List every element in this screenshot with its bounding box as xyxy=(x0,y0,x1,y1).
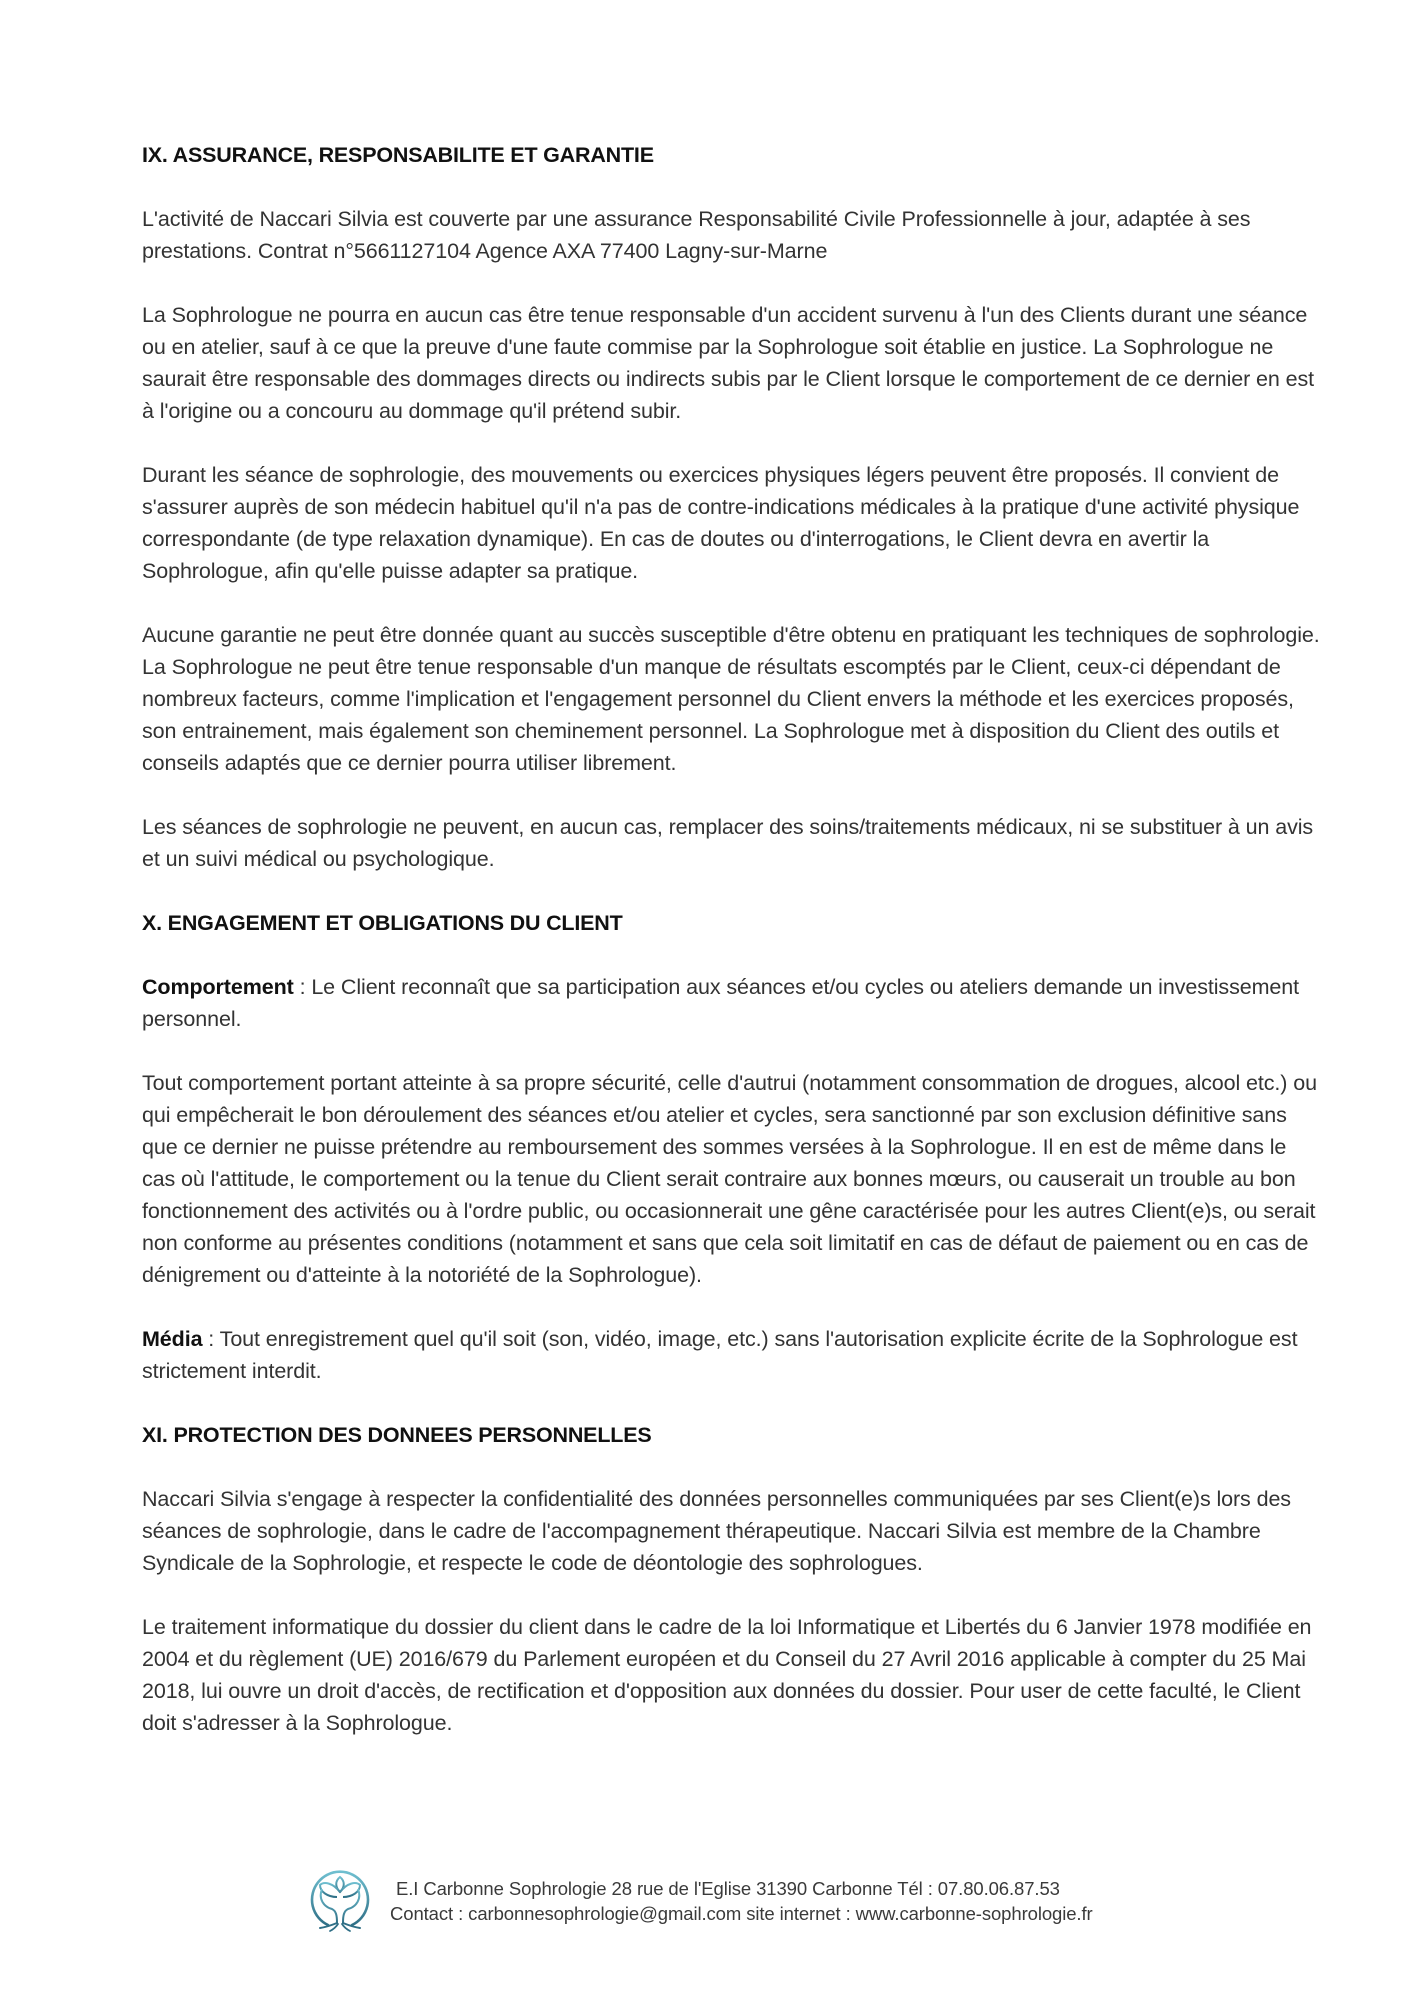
comportement-label: Comportement xyxy=(142,975,294,999)
page-footer xyxy=(308,1864,1093,1936)
section-title-assurance: IX. ASSURANCE, RESPONSABILITE ET GARANTIE xyxy=(142,143,654,167)
media-text: : Tout enregistrement quel qu'il soit (son, vidéo, image, etc.) sans l'autorisation explicite écrite de la Sophrologue est strictement interdit. xyxy=(142,1327,1298,1383)
paragraph-comportement xyxy=(142,971,1322,1035)
footer-contact-line: Contact : carbonnesophrologie@gmail.com site internet : www.carbonne-sophrologie.fr xyxy=(390,1903,1093,1924)
section-title-engagement: X. ENGAGEMENT ET OBLIGATIONS DU CLIENT xyxy=(142,911,623,935)
paragraph-confidentialite: Naccari Silvia s'engage à respecter la confidentialité des données personnelles communiquées par ses Client(e)s lors des séances de sophrologie, dans le cadre de l'accompagnement thérapeutique. Naccari Silvia est membre de la Chambre Syndicale de la Sophrologie, et respecte le code de déontologie des sophrologues. xyxy=(142,1487,1291,1575)
footer-contact-info xyxy=(390,1874,1093,1926)
paragraph-soins-medicaux: Les séances de sophrologie ne peuvent, en aucun cas, remplacer des soins/traitements médicaux, ni se substituer à un avis et un suivi médical ou psychologique. xyxy=(142,815,1314,871)
footer-address-line: E.I Carbonne Sophrologie 28 rue de l'Eglise 31390 Carbonne Tél : 07.80.06.87.53 xyxy=(396,1878,1060,1899)
paragraph-exclusion: Tout comportement portant atteinte à sa propre sécurité, celle d'autrui (notamment consommation de drogues, alcool etc.) ou qui empêcherait le bon déroulement des séances et/ou atelier et cycles, sera sanctionné par son exclusion définitive sans que ce dernier ne puisse prétendre au remboursement des sommes versées à la Sophrologue. Il en est de même dans le cas où l'attitude, le comportement ou la tenue du Client serait contraire aux bonnes mœurs, ou causerait un trouble au bon fonctionnement des activités ou à l'ordre public, ou occasionnerait une gêne caractérisée pour les autres Client(e)s, ou serait non conforme au présentes conditions (notamment et sans que cela soit limitatif en cas de défaut de paiement ou en cas de dénigrement ou d'atteinte à la notoriété de la Sophrologue). xyxy=(142,1071,1317,1287)
lotus-tree-logo-icon xyxy=(308,1865,372,1935)
section-title-donnees-personnelles: XI. PROTECTION DES DONNEES PERSONNELLES xyxy=(142,1423,652,1447)
document-page xyxy=(142,139,1322,1771)
paragraph-exercices-physiques: Durant les séance de sophrologie, des mouvements ou exercices physiques légers peuvent être proposés. Il convient de s'assurer auprès de son médecin habituel qu'il n'a pas de contre-indications médicales à la pratique d'une activité physique correspondante (de type relaxation dynamique). En cas de doutes ou d'interrogations, le Client devra en avertir la Sophrologue, afin qu'elle puisse adapter sa pratique. xyxy=(142,463,1300,583)
paragraph-assurance-contract: L'activité de Naccari Silvia est couverte par une assurance Responsabilité Civile Professionnelle à jour, adaptée à ses prestations. Contrat n°5661127104 Agence AXA 77400 Lagny-sur-Marne xyxy=(142,207,1251,263)
paragraph-responsabilite: La Sophrologue ne pourra en aucun cas être tenue responsable d'un accident survenu à l'un des Clients durant une séance ou en atelier, sauf à ce que la preuve d'une faute commise par la Sophrologue soit établie en justice. La Sophrologue ne saurait être responsable des dommages directs ou indirects subis par le Client lorsque le comportement de ce dernier en est à l'origine ou a concouru au dommage qu'il prétend subir. xyxy=(142,303,1315,423)
paragraph-media xyxy=(142,1323,1322,1387)
paragraph-traitement-informatique: Le traitement informatique du dossier du client dans le cadre de la loi Informatique et Libertés du 6 Janvier 1978 modifiée en 2004 et du règlement (UE) 2016/679 du Parlement européen et du Conseil du 27 Avril 2016 applicable à compter du 25 Mai 2018, lui ouvre un droit d'accès, de rectification et d'opposition aux données du dossier. Pour user de cette faculté, le Client doit s'adresser à la Sophrologue. xyxy=(142,1615,1312,1735)
media-label: Média xyxy=(142,1327,203,1351)
comportement-text: : Le Client reconnaît que sa participation aux séances et/ou cycles ou ateliers demande un investissement personnel. xyxy=(142,975,1299,1031)
paragraph-garantie: Aucune garantie ne peut être donnée quant au succès susceptible d'être obtenu en pratiquant les techniques de sophrologie. La Sophrologue ne peut être tenue responsable d'un manque de résultats escomptés par le Client, ceux-ci dépendant de nombreux facteurs, comme l'implication et l'engagement personnel du Client envers la méthode et les exercices proposés, son entrainement, mais également son cheminement personnel. La Sophrologue met à disposition du Client des outils et conseils adaptés que ce dernier pourra utiliser librement. xyxy=(142,623,1320,775)
